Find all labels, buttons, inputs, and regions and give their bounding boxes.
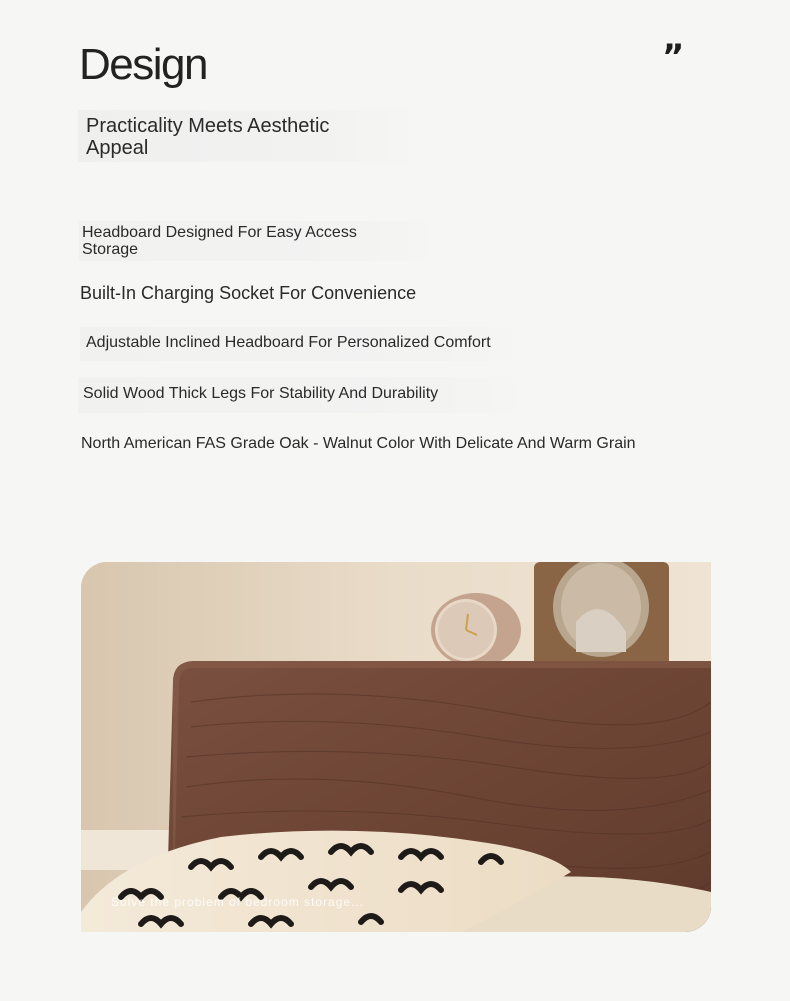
feature-item-headboard xyxy=(80,327,530,361)
page-title: Design xyxy=(79,40,207,89)
section-subtitle: Practicality Meets Aesthetic Appeal xyxy=(86,115,330,159)
feature-label: Adjustable Inclined Headboard For Personalized Comfort xyxy=(86,334,491,351)
feature-label: Headboard Designed For Easy Access Storage xyxy=(82,224,357,258)
feature-item-charging: Built-In Charging Socket For Convenience xyxy=(80,283,417,303)
bed-illustration xyxy=(81,562,711,932)
feature-item-oak: North American FAS Grade Oak - Walnut Color With Delicate And Warm Grain xyxy=(81,435,636,452)
feature-label: Solid Wood Thick Legs For Stability And Durability xyxy=(83,385,439,402)
clock xyxy=(431,593,521,667)
quote-mark-icon: ” xyxy=(662,37,685,77)
picture-frame xyxy=(534,562,669,666)
product-photo xyxy=(81,562,711,932)
photo-caption: Solve the problem of bedroom storage... xyxy=(111,895,365,909)
feature-item-storage xyxy=(79,221,441,261)
feature-item-legs xyxy=(78,377,533,413)
